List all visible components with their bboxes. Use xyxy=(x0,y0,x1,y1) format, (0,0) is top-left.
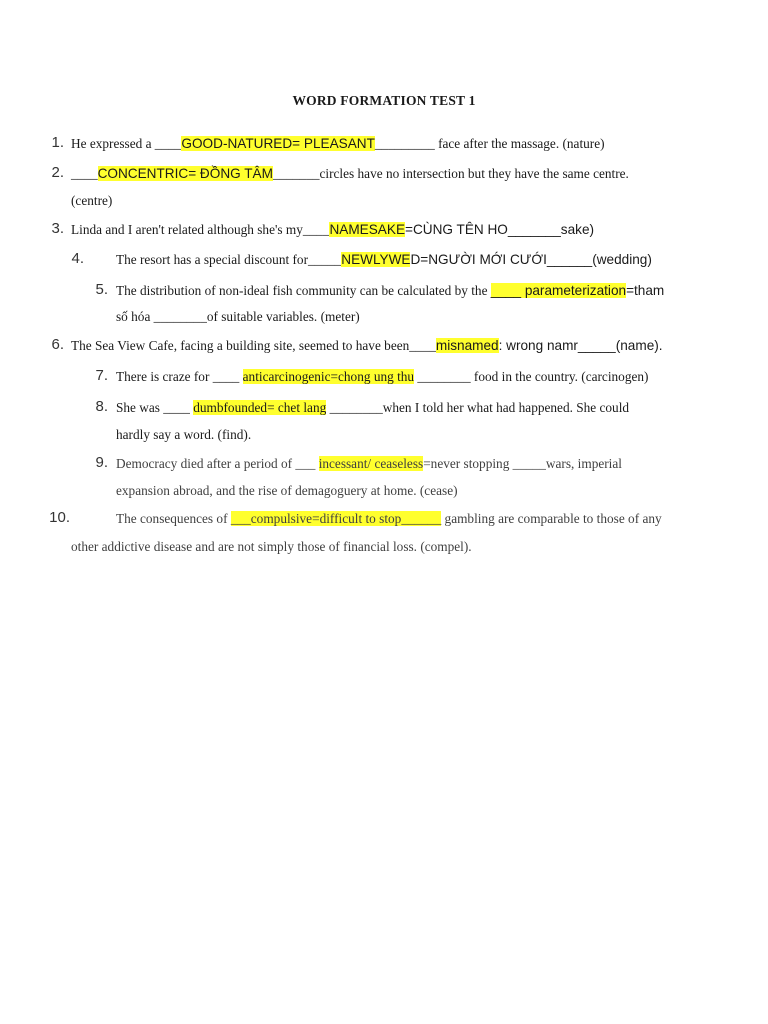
answer-highlight: ___compulsive=difficult to stop______ xyxy=(230,511,442,526)
answer-highlight: misnamed xyxy=(435,338,499,353)
answer-highlight: ____ parameterization xyxy=(490,283,627,298)
answer-highlight: anticarcinogenic=chong ung thu xyxy=(242,369,415,384)
question-number: 8. xyxy=(95,398,108,415)
question-number: 1. xyxy=(51,134,64,151)
answer-highlight: incessant/ ceaseless xyxy=(318,456,424,471)
answer-highlight: NAMESAKE xyxy=(329,222,406,237)
question-number: 10. xyxy=(49,509,70,526)
answer-highlight: NEWLYWE xyxy=(341,252,411,267)
question-number: 3. xyxy=(51,220,64,237)
question-number: 7. xyxy=(95,367,108,384)
page-title: WORD FORMATION TEST 1 xyxy=(292,93,476,108)
answer-highlight: CONCENTRIC= ĐỒNG TÂM xyxy=(97,166,273,181)
question-number: 4. xyxy=(71,250,84,267)
question-number: 5. xyxy=(95,281,108,298)
answer-highlight: GOOD-NATURED= PLEASANT xyxy=(181,136,375,151)
answer-highlight: dumbfounded= chet lang xyxy=(193,400,327,415)
question-number: 6. xyxy=(51,336,64,353)
question-number: 9. xyxy=(95,454,108,471)
question-number: 2. xyxy=(51,164,64,181)
